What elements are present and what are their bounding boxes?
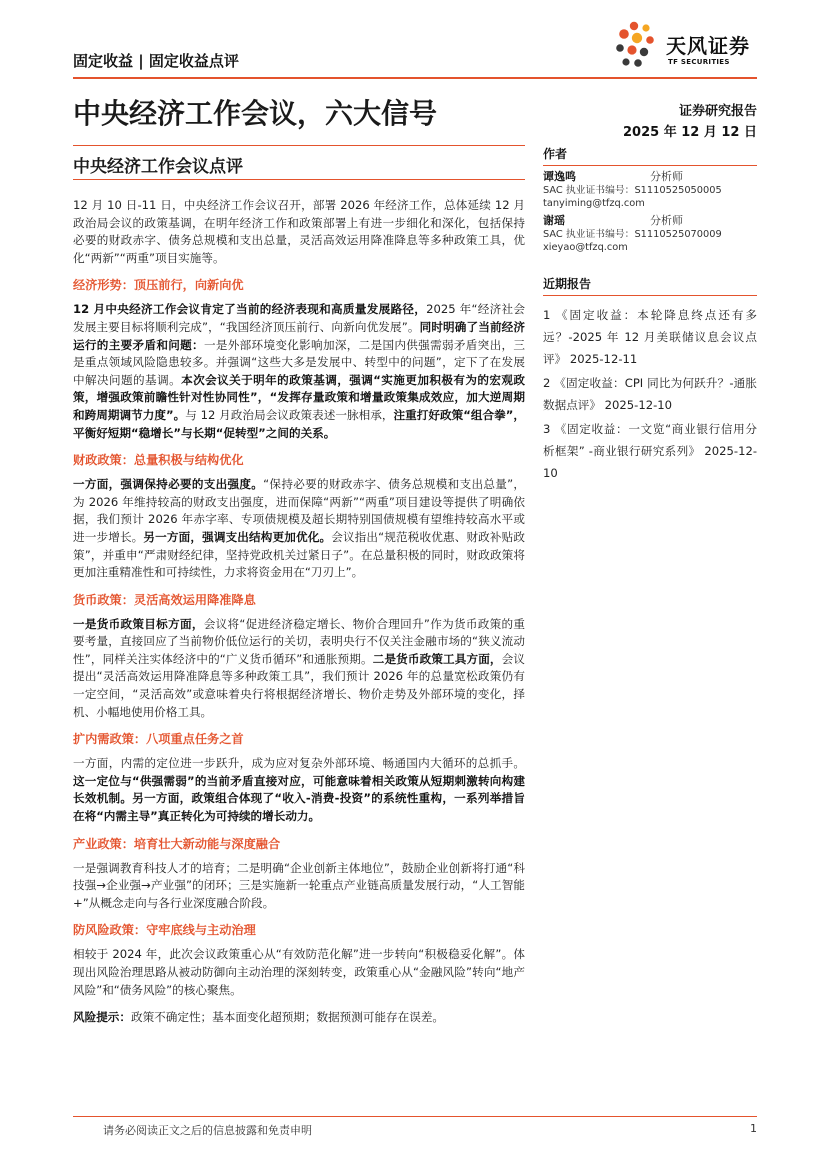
body-text: 一是外部环境变化影响加深，二是国内供强需弱矛盾突出，三是重点领域风险隐患较多。并强调“这些大多是发展中、转型中的问题”，定下了在发展中解决问题的基调。	[73, 337, 525, 387]
author-email[interactable]: xieyao@tfzq.com	[543, 242, 628, 253]
risk-label: 风险提示：	[73, 1010, 131, 1025]
recent-reports-panel	[543, 275, 757, 484]
bold-text: 一是货币政策目标方面，	[73, 616, 204, 631]
body-text: 2025 年“经济社会发展主要目标将顺利完成”，“我国经济顶压前行、向新向优发展”。	[73, 302, 525, 334]
body-text: “保持必要的财政赤字、债务总规模和支出总量”，为 2026 年维持较高的财政支出强度，进而保障“两新”“两重”项目建设等提供了明确依据，我们预计 2026 年赤字率、专项债规模及超长期特别国债规模有望维持较高水平或进一步增长。	[73, 477, 525, 544]
logo-mark-icon	[610, 18, 666, 74]
author-entry	[543, 214, 757, 254]
body-text: 会议提出“灵活高效运用降准降息等多种政策工具”，我们预计 2026 年的总量宽松政策仍有一定空间，“灵活高效”或意味着央行将根据经济增长、物价走势及外部环境的变化，择机、小幅地使用价格工具。	[73, 651, 525, 719]
bold-text: 二是货币政策工具方面，	[372, 651, 502, 666]
section-heading-monetary: 货币政策：灵活高效运用降准降息	[73, 592, 256, 607]
main-content	[73, 197, 525, 1037]
recent-report-item[interactable]: 1 《固定收益：本轮降息终点还有多远？-2025 年 12 月美联储议息会议点评》 2025-12-11	[543, 308, 757, 366]
author-entry	[543, 170, 757, 210]
recent-report-item[interactable]: 3 《固定收益：一文览“商业银行信用分析框架” -商业银行研究系列》 2025-12-10	[543, 422, 757, 480]
author-role: 分析师	[650, 170, 683, 183]
section-heading-industry: 产业政策：培育壮大新动能与深度融合	[73, 836, 281, 851]
body-text: 一方面，内需的定位进一步跃升，成为应对复杂外部环境、畅通国内大循环的总抓手。	[73, 756, 525, 771]
author-email[interactable]: tanyiming@tfzq.com	[543, 198, 645, 209]
author-role: 分析师	[650, 214, 683, 227]
section-heading-economy: 经济形势：顶压前行，向新向优	[73, 278, 244, 293]
bold-text: 同时明确了当前经济运行的主要矛盾和问题：	[73, 319, 525, 352]
recent-reports-heading: 近期报告	[543, 275, 757, 296]
bold-text: 另一方面，强调支出结构更加优化。	[143, 529, 332, 544]
report-date: 2025 年 12 月 12 日	[623, 125, 757, 140]
body-text: 会议指出“规范税收优惠、财政补贴政策”，并重申“严肃财经纪律，坚持党政机关过紧日子”。在总量积极的同时，财政政策将更加注重精准性和可持续性，力求将资金用在“刀刃上”。	[73, 529, 525, 580]
author-cert: SAC 执业证书编号：S1110525070009	[543, 229, 722, 240]
footer-disclaimer: 请务必阅读正文之后的信息披露和免责申明	[103, 1124, 312, 1137]
header-category: 固定收益 | 固定收益点评	[73, 52, 239, 70]
sub-title: 中央经济工作会议点评	[73, 157, 243, 177]
author-name: 谭逸鸣	[543, 170, 576, 183]
risk-warning	[73, 1009, 525, 1027]
sub-title-rule	[73, 179, 525, 180]
section-heading-fiscal: 财政政策：总量积极与结构优化	[73, 453, 244, 468]
report-type: 证券研究报告	[678, 104, 757, 119]
author-name: 谢瑶	[543, 214, 565, 227]
logo-text-cn: 天风证券	[666, 34, 750, 58]
footer-rule	[73, 1116, 757, 1117]
recent-report-item[interactable]: 2 《固定收益：CPI 同比为何跃升？-通胀数据点评》 2025-12-10	[543, 376, 757, 412]
bold-text: 本次会议关于明年的政策基调，强调“实施更加积极有为的宏观政策，增强政策前瞻性针对性协同性”，“发挥存量政策和增量政策集成效应，加大逆周期和跨周期调节力度”。	[73, 372, 525, 422]
company-logo	[610, 18, 760, 74]
section-paragraph-demand	[73, 755, 525, 825]
bold-text: 一方面，强调保持必要的支出强度。	[73, 477, 264, 492]
section-paragraph-industry: 一是强调教育科技人才的培育；二是明确“企业创新主体地位”，鼓励企业创新将打通“科技强→企业强→产业强”的闭环；三是实施新一轮重点产业链高质量发展行动，“人工智能+”从概念走向与各行业深度融合阶段。	[73, 860, 525, 910]
section-paragraph-monetary	[73, 616, 525, 722]
section-paragraph-fiscal	[73, 476, 525, 582]
author-cert: SAC 执业证书编号：S1110525050005	[543, 185, 722, 196]
bold-text: 这一定位与“供强需弱”的当前矛盾直接对应，可能意味着相关政策从短期刺激转向构建长效机制。另一方面，政策组合体现了“收入-消费-投资”的系统性重构，一系列举措旨在将“内需主导”真正转化为可持续的增长动力。	[73, 773, 525, 824]
bold-text: 12 月中央经济工作会议肯定了当前的经济表现和高质量发展路径，	[73, 302, 427, 317]
recent-reports-list	[543, 304, 757, 484]
header-rule	[73, 77, 757, 79]
section-paragraph-economy	[73, 301, 525, 442]
logo-text-en: TF SECURITIES	[668, 58, 730, 66]
authors-panel	[543, 145, 757, 254]
body-text: 会议将“促进经济稳定增长、物价合理回升”作为货币政策的重要考量，直接回应了当前物价低位运行的关切，表明央行不仅关注金融市场的“狭义流动性”，同样关注实体经济中的“广义货币循环”和通胀预期。	[73, 616, 525, 666]
intro-paragraph: 12 月 10 日-11 日，中央经济工作会议召开，部署 2026 年经济工作，总体延续 12 月政治局会议的政策基调，在明年经济工作和政策部署上有进一步细化和深化，包括保持必要的财政赤字、债务总规模和支出总量，灵活高效运用降准降息等多种政策工具，优化“两新”“两重”项目实施等。	[73, 198, 525, 265]
main-title: 中央经济工作会议，六大信号	[73, 97, 438, 130]
authors-heading: 作者	[543, 145, 757, 166]
section-heading-demand: 扩内需政策：八项重点任务之首	[73, 732, 244, 747]
section-heading-risk-prevention: 防风险政策：守牢底线与主动治理	[73, 923, 256, 938]
bold-text: 注重打好政策“组合拳”，平衡好短期“稳增长”与长期“促转型”之间的关系。	[73, 407, 525, 440]
page-number: 1	[750, 1122, 757, 1135]
body-text: 与 12 月政治局会议政策表述一脉相承，	[185, 407, 394, 422]
title-rule	[73, 145, 525, 146]
section-paragraph-risk-prevention: 相较于 2024 年，此次会议政策重心从“有效防范化解”进一步转向“积极稳妥化解”。体现出风险治理思路从被动防御向主动治理的深刻转变，政策重心从“金融风险”转向“地产风险”和“债务风险”的核心聚焦。	[73, 947, 525, 997]
risk-text: 政策不确定性；基本面变化超预期；数据预测可能存在误差。	[130, 1010, 445, 1025]
